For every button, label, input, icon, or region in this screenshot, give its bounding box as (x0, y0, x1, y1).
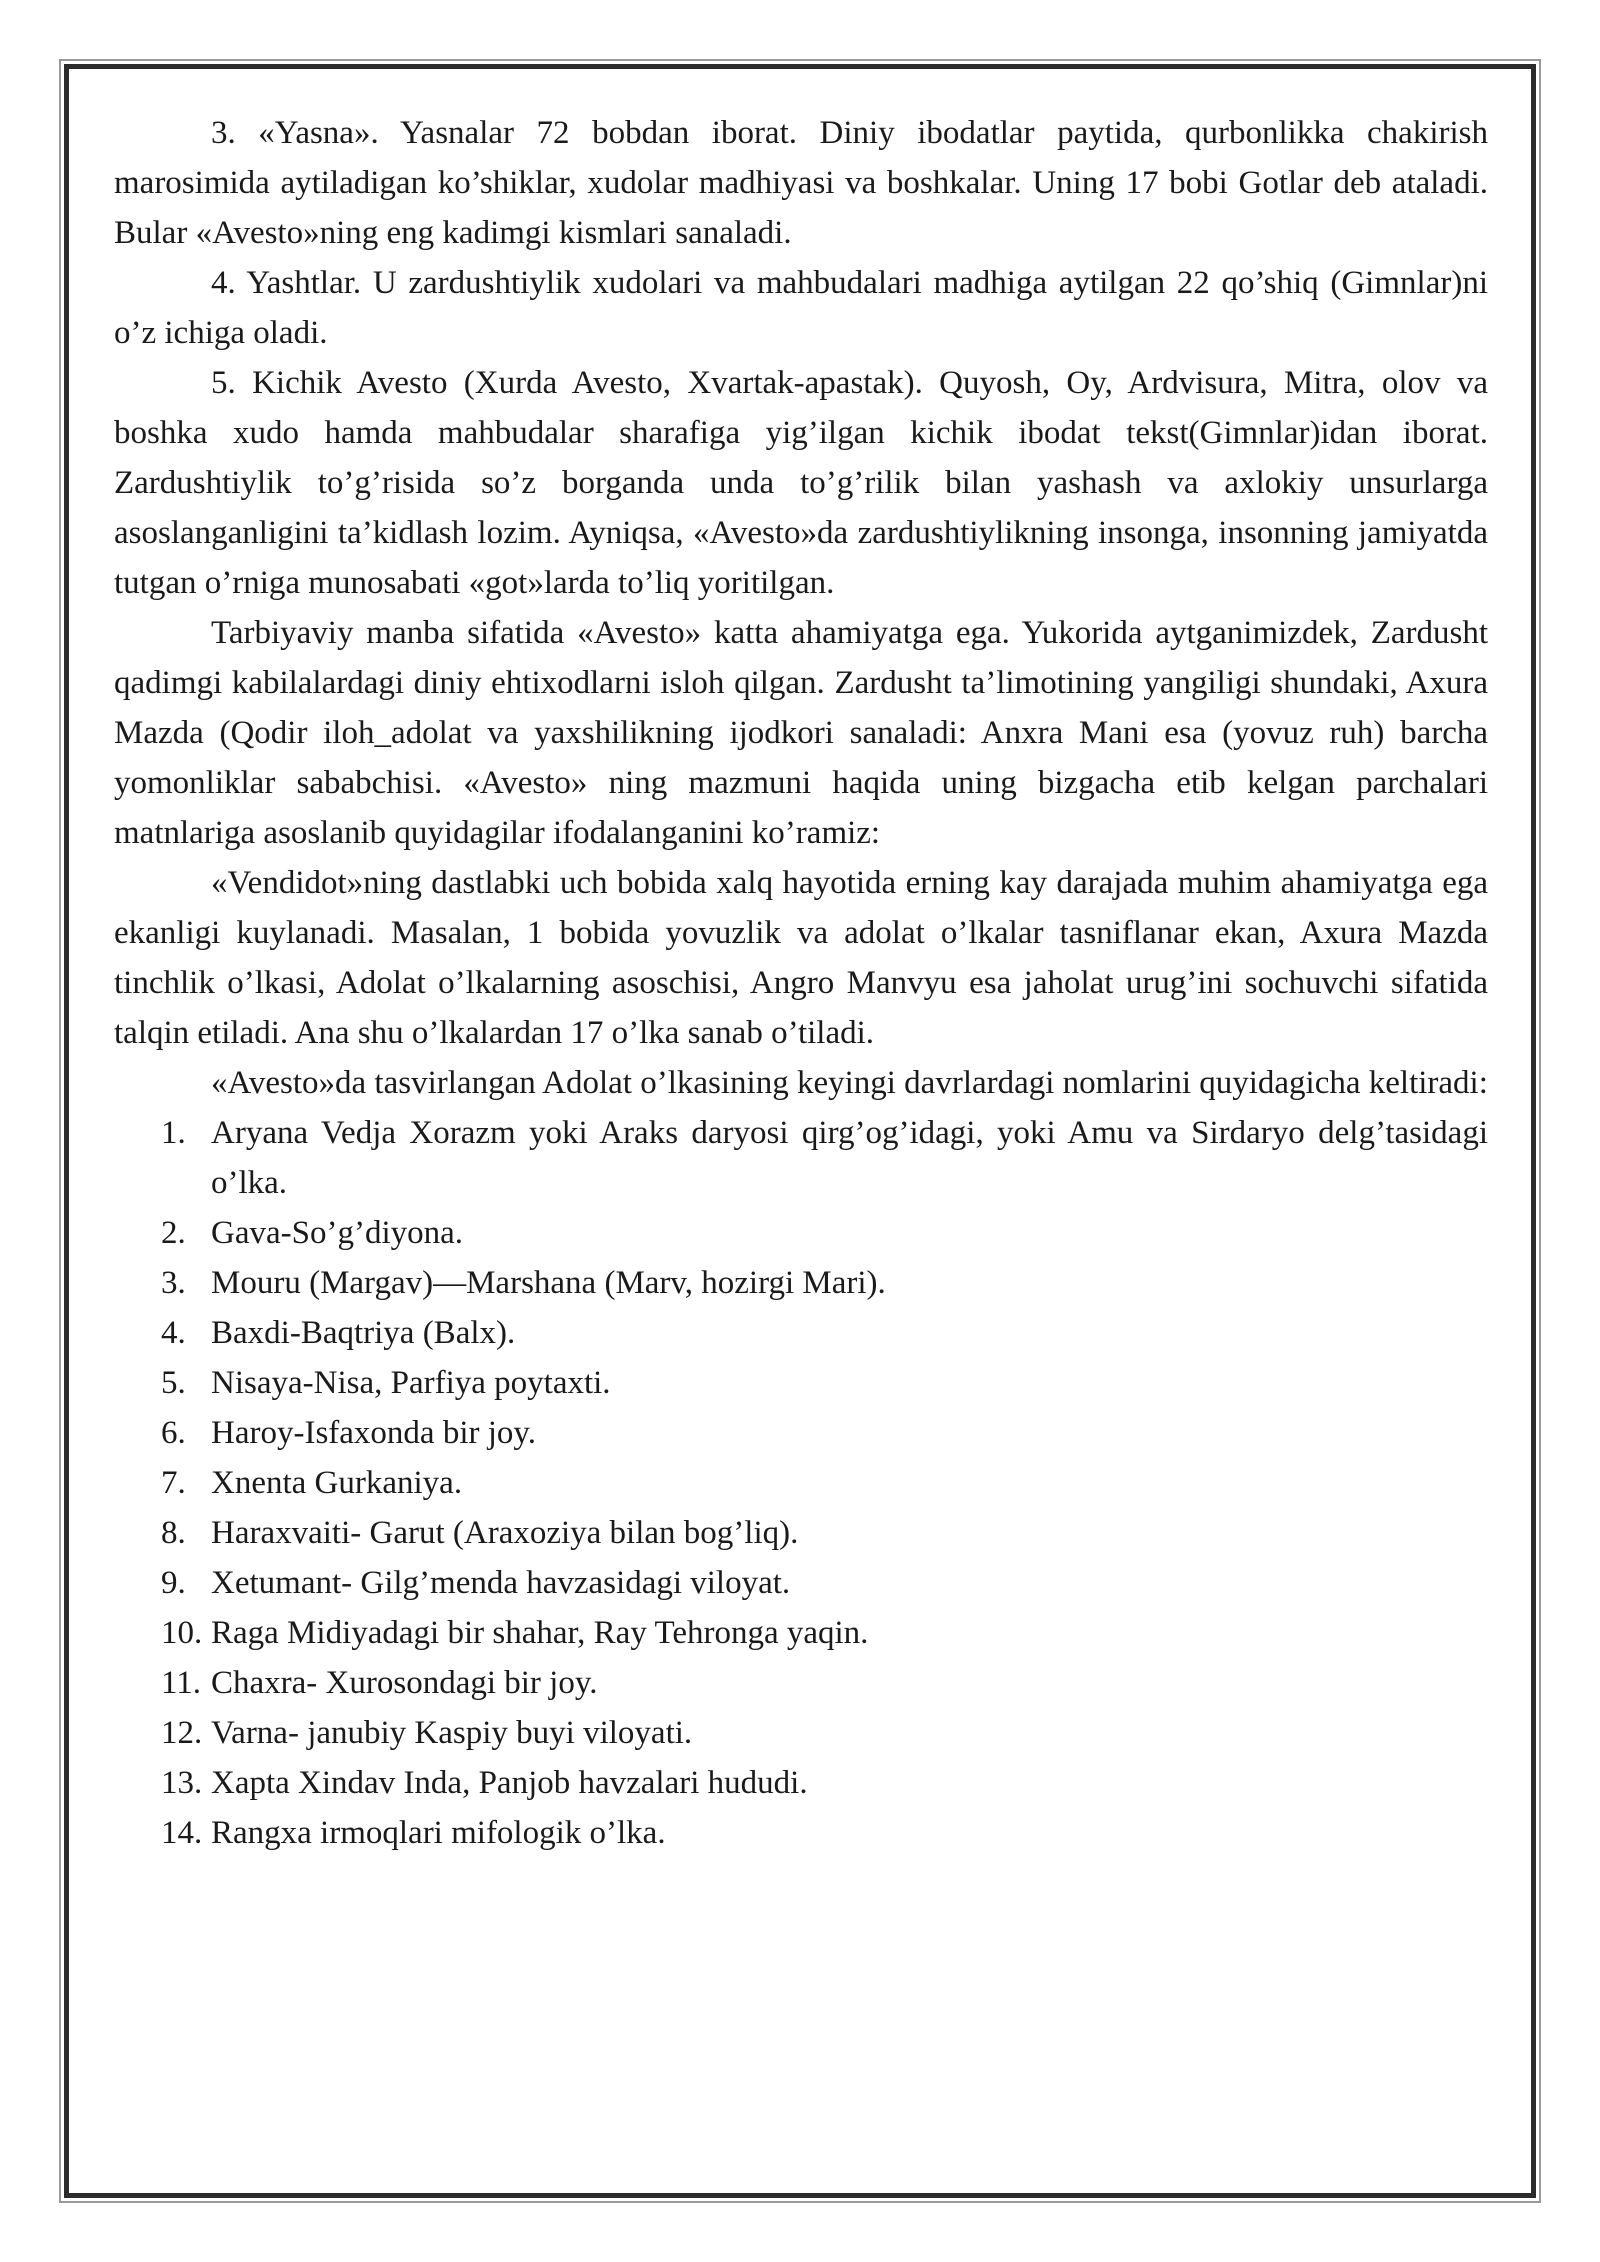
list-number: 1. (161, 1115, 186, 1151)
list-item (114, 1658, 1488, 1708)
list-number: 6. (161, 1415, 186, 1451)
list-number: 14. (161, 1815, 203, 1851)
olka-list (114, 1108, 1488, 1858)
list-text: Aryana Vedja Xorazm yoki Araks daryosi qirg’og’idagi, yoki Amu va Sirdaryo delg’tasidagi o’lka. (211, 1115, 1488, 1201)
list-text: Xapta Xindav Inda, Panjob havzalari hududi. (211, 1765, 808, 1801)
list-item (114, 1458, 1488, 1508)
paragraph-vendidot: «Vendidot»ning dastlabki uch bobida xalq hayotida erning kay darajada muhim ahamiyatga ega ekanligi kuylanadi. Masalan, 1 bobida yovuzlik va adolat o’lkalar tasniflanar ekan, Axura Mazda tinchlik o’lkasi, Adolat o’lkalarning asoschisi, Angro Manvyu esa jaholat urug’ini sochuvchi sifatida talqin etiladi. Ana shu o’lkalardan 17 o’lka sanab o’tiladi. (114, 865, 1488, 1051)
list-number: 7. (161, 1465, 186, 1501)
list-number: 11. (161, 1665, 202, 1701)
paragraph-tarbiyaviy: Tarbiyaviy manba sifatida «Avesto» katta ahamiyatga ega. Yukorida aytganimizdek, Zardusht qadimgi kabilalardagi diniy ehtixodlarni isloh qilgan. Zardusht ta’limotining yangiligi shundaki, Axura Mazda (Qodir iloh_adolat va yaxshilikning ijodkori sanaladi: Anxra Mani esa (yovuz ruh) barcha yomonliklar sababchisi. «Avesto» ning mazmuni haqida uning bizgacha etib kelgan parchalari matnlariga asoslanib quyidagilar ifodalanganini ko’ramiz: (114, 615, 1488, 851)
list-number: 2. (161, 1215, 186, 1251)
list-number: 9. (161, 1565, 186, 1601)
paragraph-kichik-avesto: 5. Kichik Avesto (Xurda Avesto, Xvartak-apastak). Quyosh, Oy, Ardvisura, Mitra, olov va boshka xudo hamda mahbudalar sharafiga yig’ilgan kichik ibodat tekst(Gimnlar)idan iborat. Zardushtiylik to’g’risida so’z borganda unda to’g’rilik bilan yashash va axlokiy unsurlarga asoslanganligini ta’kidlash lozim. Ayniqsa, «Avesto»da zardushtiylikning insonga, insonning jamiyatda tutgan o’rniga munosabati «got»larda to’liq yoritilgan. (114, 365, 1488, 601)
paragraph-adolat-olkasi: «Avesto»da tasvirlangan Adolat o’lkasining keyingi davrlardagi nomlarini quyidagicha keltiradi: (211, 1065, 1488, 1101)
list-text: Raga Midiyadagi bir shahar, Ray Tehronga yaqin. (211, 1615, 869, 1651)
list-number: 8. (161, 1515, 186, 1551)
list-item (114, 1108, 1488, 1208)
list-item (114, 1308, 1488, 1358)
list-text: Rangxa irmoqlari mifologik o’lka. (211, 1815, 666, 1851)
list-text: Haraxvaiti- Garut (Araxoziya bilan bog’liq). (211, 1515, 799, 1551)
list-item (114, 1808, 1488, 1858)
list-number: 4. (161, 1315, 186, 1351)
list-item (114, 1358, 1488, 1408)
paragraph-yashtlar: 4. Yashtlar. U zardushtiylik xudolari va mahbudalari madhiga aytilgan 22 qo’shiq (Gimnlar)ni o’z ichiga oladi. (114, 265, 1488, 351)
list-item (114, 1758, 1488, 1808)
list-number: 10. (161, 1615, 203, 1651)
list-number: 12. (161, 1715, 203, 1751)
list-text: Varna- janubiy Kaspiy buyi viloyati. (211, 1715, 693, 1751)
list-item (114, 1208, 1488, 1258)
list-text: Haroy-Isfaxonda bir joy. (211, 1415, 537, 1451)
list-text: Mouru (Margav)—Marshana (Marv, hozirgi Mari). (211, 1265, 886, 1301)
list-item (114, 1708, 1488, 1758)
list-number: 13. (161, 1765, 203, 1801)
document-body (114, 108, 1488, 1858)
list-item (114, 1508, 1488, 1558)
list-item (114, 1558, 1488, 1608)
list-text: Baxdi-Baqtriya (Balx). (211, 1315, 516, 1351)
list-text: Nisaya-Nisa, Parfiya poytaxti. (211, 1365, 611, 1401)
list-item (114, 1258, 1488, 1308)
list-text: Xnenta Gurkaniya. (211, 1465, 463, 1501)
list-item (114, 1608, 1488, 1658)
list-number: 5. (161, 1365, 186, 1401)
list-text: Gava-So’g’diyona. (211, 1215, 464, 1251)
list-number: 3. (161, 1265, 186, 1301)
list-text: Chaxra- Xurosondagi bir joy. (211, 1665, 598, 1701)
list-text: Xetumant- Gilg’menda havzasidagi viloyat. (211, 1565, 791, 1601)
paragraph-yasna: 3. «Yasna». Yasnalar 72 bobdan iborat. Diniy ibodatlar paytida, qurbonlikka chakirish marosimida aytiladigan ko’shiklar, xudolar madhiyasi va boshkalar. Uning 17 bobi Gotlar deb ataladi. Bular «Avesto»ning eng kadimgi kismlari sanaladi. (114, 115, 1488, 251)
list-item (114, 1408, 1488, 1458)
